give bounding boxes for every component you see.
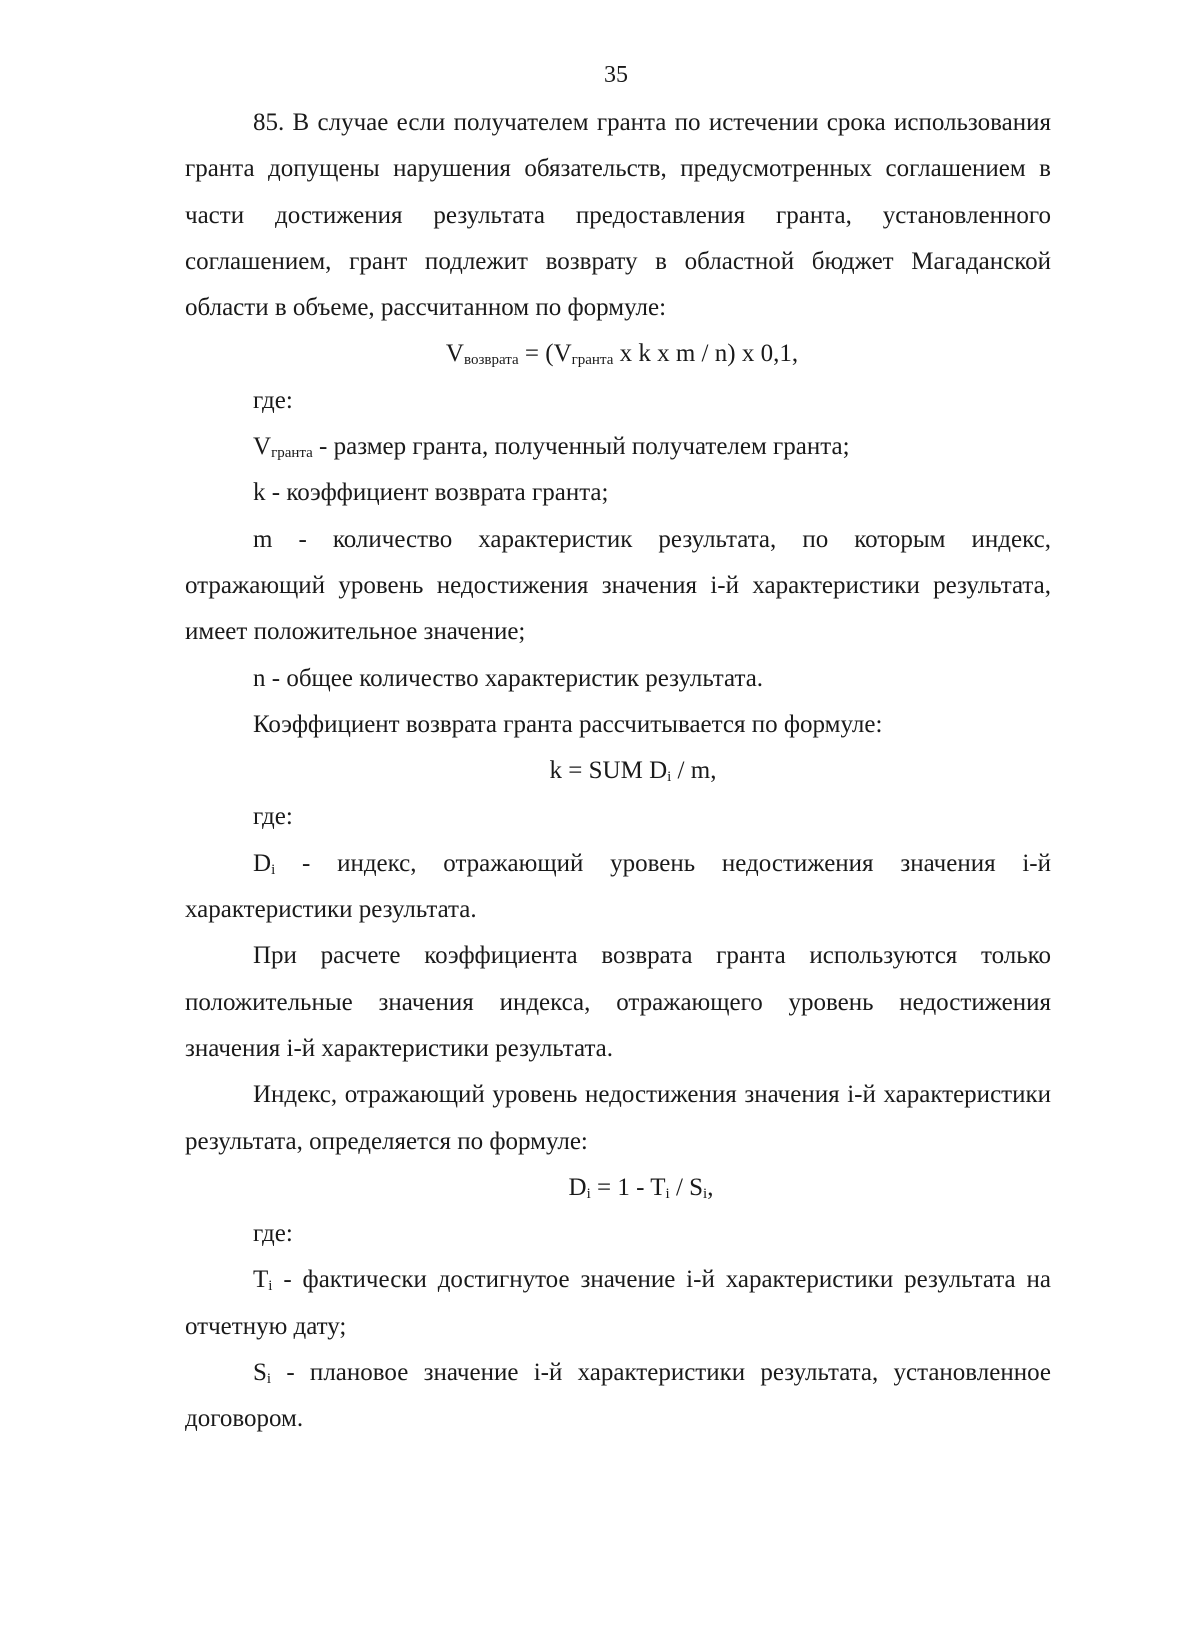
formula-k-post: / m, bbox=[671, 757, 717, 785]
definition-k: k - коэффициент возврата гранта; bbox=[253, 479, 609, 507]
formula-rest: x k x m / n) x 0,1, bbox=[613, 340, 799, 368]
formula-return-volume bbox=[185, 331, 1051, 377]
formula-sub-return: возврата bbox=[463, 352, 519, 369]
def-s: S bbox=[253, 1359, 267, 1387]
def-d-text: - индекс, отражающий уровень недостижения значения i-й характеристики результата. bbox=[185, 849, 1051, 924]
where-label-1: где: bbox=[253, 386, 293, 414]
where-label-2: где: bbox=[253, 803, 293, 831]
formula-s-sub: i bbox=[703, 1185, 708, 1202]
formula-d-mid: = 1 - T bbox=[590, 1173, 666, 1201]
paragraph-positive-values: При расчете коэффициента возврата гранта используются только положительные значения индекса, отражающего уровень недостижения значения i-й характеристики результата. bbox=[185, 942, 1051, 1062]
def-t-text: - фактически достигнутое значение i-й характеристики результата на отчетную дату; bbox=[185, 1266, 1051, 1340]
def-t-sub: i bbox=[268, 1278, 273, 1295]
formula-k-sub: i bbox=[667, 769, 672, 786]
formula-mid: = (V bbox=[518, 340, 572, 368]
formula-v: V bbox=[445, 340, 464, 368]
paragraph-index-formula: Индекс, отражающий уровень недостижения значения i-й характеристики результата, определяется по формуле: bbox=[185, 1081, 1051, 1155]
where-label-3: где: bbox=[253, 1220, 293, 1248]
definition-si bbox=[185, 1350, 1051, 1443]
formula-di bbox=[185, 1165, 1051, 1211]
definition-v-grant bbox=[185, 424, 1051, 470]
formula-sub-grant: гранта bbox=[571, 352, 614, 369]
def-v-sub: гранта bbox=[271, 445, 313, 462]
formula-k-pre: k = SUM D bbox=[549, 757, 668, 785]
document-body bbox=[185, 100, 1051, 1443]
definition-n: n - общее количество характеристик результата. bbox=[253, 664, 764, 692]
formula-k bbox=[185, 748, 1051, 794]
formula-d-sub: i bbox=[586, 1185, 591, 1202]
def-v: V bbox=[253, 433, 272, 461]
def-s-sub: i bbox=[266, 1371, 272, 1388]
formula-end: , bbox=[707, 1173, 714, 1201]
def-s-text: - плановое значение i-й характеристики результата, установленное договором. bbox=[185, 1359, 1051, 1433]
definition-m: m - количество характеристик результата, по которым индекс, отражающий уровень недостижения значения i-й характеристики результата, имеет положительное значение; bbox=[185, 525, 1051, 646]
def-t: T bbox=[253, 1266, 269, 1294]
formula-d: D bbox=[568, 1173, 587, 1201]
def-d: D bbox=[253, 849, 272, 877]
k-formula-intro: Коэффициент возврата гранта рассчитывается по формуле: bbox=[253, 710, 883, 738]
page-number: 35 bbox=[604, 62, 628, 88]
definition-di bbox=[185, 841, 1051, 934]
definition-ti bbox=[185, 1257, 1051, 1350]
def-v-text: - размер гранта, полученный получателем гранта; bbox=[312, 433, 850, 461]
def-d-sub: i bbox=[271, 861, 276, 878]
formula-slash: / S bbox=[669, 1173, 704, 1201]
formula-t-sub: i bbox=[665, 1185, 670, 1202]
paragraph-85: 85. В случае если получателем гранта по истечении срока использования гранта допущены нарушения обязательств, предусмотренных соглашением в части достижения результата предоставления гранта, установленного соглашением, грант подлежит возврату в областной бюджет Магаданской области в объеме, рассчитанном по формуле: bbox=[185, 109, 1051, 322]
